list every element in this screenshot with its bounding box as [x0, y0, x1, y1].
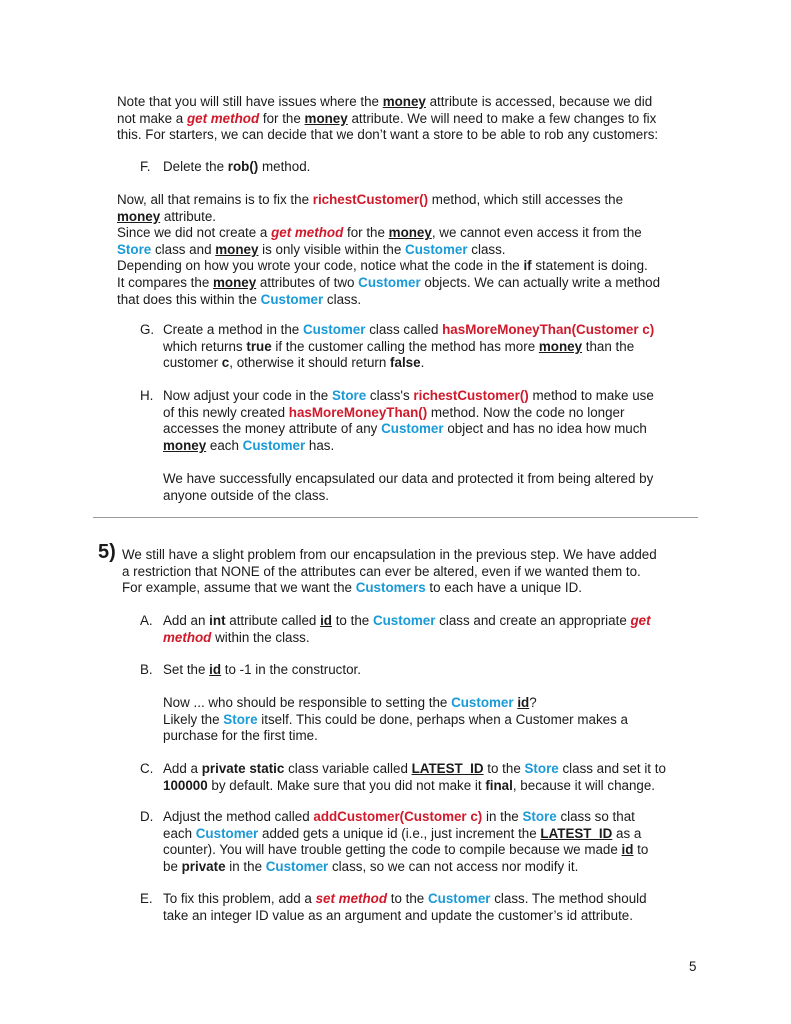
id-term: id [621, 842, 634, 858]
money-term: money [382, 94, 426, 109]
text: class variable called [284, 761, 412, 776]
false-term: false [390, 355, 421, 371]
section-divider [93, 517, 698, 518]
text: to the [331, 613, 373, 628]
text: class. The method should [490, 891, 647, 906]
text: Add an [163, 613, 210, 628]
text: in the [482, 809, 523, 824]
step-letter: A. [140, 613, 153, 628]
text: class, so we can not access nor modify it. [328, 858, 579, 874]
text: method. Now the code no longer [427, 404, 625, 420]
text: attribute. [160, 208, 216, 224]
text: has. [305, 437, 335, 453]
text: method. [258, 159, 311, 174]
text: Adjust the method called [163, 809, 314, 824]
text: to [633, 842, 649, 858]
step-letter: D. [140, 809, 154, 824]
text: Since we did not create a [117, 225, 272, 241]
money-term: money [304, 110, 348, 126]
customers-term: Customers [355, 580, 426, 596]
set-method-term: set method [315, 891, 388, 906]
text: anyone outside of the class. [163, 487, 330, 503]
id-term: id [517, 695, 530, 711]
text: , we cannot even access it from the [431, 225, 642, 241]
text: than the [582, 338, 635, 354]
id-term: id [209, 662, 222, 677]
text: be [163, 858, 182, 874]
int-term: int [209, 613, 226, 628]
text: method to make use [528, 388, 654, 403]
customer-term: Customer [302, 322, 366, 337]
customer-term: Customer [265, 858, 329, 874]
default-value: 100000 [163, 777, 208, 793]
step-letter: B. [140, 662, 153, 677]
richest-customer-paragraph [117, 192, 660, 308]
step-b [140, 662, 628, 745]
customer-term: Customer [358, 274, 421, 290]
text: Create a method in the [163, 322, 303, 337]
step-a [140, 613, 651, 646]
text: Set the [163, 662, 210, 677]
text: which returns [163, 338, 247, 354]
private-static-term: private static [201, 761, 285, 776]
customer-term: Customer [451, 695, 514, 711]
text: It compares the [117, 274, 214, 290]
text: is only visible within the [258, 241, 406, 257]
text: Likely the [163, 711, 224, 727]
step-letter: C. [140, 761, 154, 776]
store-term: Store [331, 388, 367, 403]
text: , because it will change. [512, 777, 656, 793]
page-number: 5 [689, 959, 697, 974]
step-letter: H. [140, 388, 154, 403]
text: within the class. [211, 629, 310, 645]
customer-term: Customer [195, 825, 259, 841]
text: for the [343, 225, 389, 241]
text: object and has no idea how much [443, 421, 647, 437]
money-term: money [538, 338, 583, 354]
text: of this newly created [163, 404, 289, 420]
text: attribute. We will need to make a few changes to fix [347, 110, 657, 126]
richest-customer-term: richestCustomer() [413, 388, 529, 403]
text: as a [612, 825, 642, 841]
id-term: id [320, 613, 332, 628]
text: itself. This could be done, perhaps when a Customer makes a [257, 711, 628, 727]
step-letter: G. [140, 322, 155, 337]
text: to -1 in the constructor. [221, 662, 361, 677]
text: that does this within the [117, 291, 261, 307]
money-term: money [215, 241, 259, 257]
c-variable: c [221, 355, 230, 371]
text: . [420, 355, 425, 371]
text: class. [467, 241, 506, 257]
store-term: Store [223, 711, 258, 727]
store-term: Store [522, 809, 557, 824]
text: class and create an appropriate [435, 613, 631, 628]
get-term: get [630, 613, 651, 628]
text: to the [387, 891, 428, 906]
if-term: if [523, 258, 532, 274]
money-term: money [117, 208, 161, 224]
text: Delete the [163, 159, 228, 174]
money-term: money [388, 225, 432, 241]
richest-customer-term: richestCustomer() [312, 192, 429, 207]
get-method-term: get method [186, 110, 260, 126]
text: class called [365, 322, 443, 337]
text: class. [323, 291, 362, 307]
step-letter: E. [140, 891, 153, 906]
text: Now, all that remains is to fix the [117, 192, 313, 207]
text: We still have a slight problem from our encapsulation in the previous step. We have added [122, 547, 657, 562]
step-h [140, 388, 654, 504]
text: this. For starters, we can decide that we don’t want a store to be able to rob any customers: [117, 127, 659, 143]
intro-paragraph [117, 94, 658, 144]
step-e [140, 891, 647, 924]
text: Add a [163, 761, 202, 776]
customer-term: Customer [242, 437, 306, 453]
rob-method-term: rob() [227, 159, 259, 174]
text: class so that [556, 809, 635, 824]
get-method-term: get method [271, 225, 344, 241]
text: counter). You will have trouble getting the code to compile because we made [163, 842, 622, 858]
store-term: Store [117, 241, 152, 257]
text: ? [529, 695, 537, 711]
text: We have successfully encapsulated our data and protected it from being altered by [163, 470, 654, 486]
text: by default. Make sure that you did not make it [207, 777, 486, 793]
money-term: money [163, 437, 207, 453]
customer-term: Customer [260, 291, 324, 307]
text: a restriction that NONE of the attributes can ever be altered, even if we wanted them to. [122, 563, 641, 579]
has-more-money-than-term: hasMoreMoneyThan() [288, 404, 428, 420]
text: each [163, 825, 196, 841]
text: purchase for the first time. [163, 728, 318, 744]
text: class's [366, 388, 414, 403]
customer-term: Customer [372, 613, 436, 628]
text: attribute called [225, 613, 321, 628]
text: added gets a unique id (i.e., just increment the [258, 825, 541, 841]
has-more-money-than-term: hasMoreMoneyThan(Customer c) [442, 322, 655, 337]
text: To fix this problem, add a [163, 891, 316, 906]
step-letter: F. [140, 159, 151, 174]
text: , otherwise it should return [229, 355, 391, 371]
text: Note that you will still have issues where the [117, 94, 383, 109]
text: to the [483, 761, 525, 776]
text: attribute is accessed, because we did [425, 94, 653, 109]
customer-term: Customer [405, 241, 468, 257]
text: method, which still accesses the [428, 192, 624, 207]
text: Depending on how you wrote your code, notice what the code in the [117, 258, 524, 274]
text: attributes of two [256, 274, 359, 290]
text: for the [259, 110, 305, 126]
customer-term: Customer [427, 891, 491, 906]
text: accesses the money attribute of any [163, 421, 382, 437]
private-term: private [181, 858, 226, 874]
step-c [140, 761, 666, 794]
text: For example, assume that we want the [122, 580, 356, 596]
section-5-intro [122, 547, 657, 597]
section-number: 5) [98, 541, 116, 563]
text: statement is doing. [531, 258, 648, 274]
text: objects. We can actually write a method [420, 274, 661, 290]
text: class and set it to [558, 761, 666, 776]
method-term: method [163, 629, 212, 645]
add-customer-term: addCustomer(Customer c) [313, 809, 483, 824]
latest-id-term: LATEST_ID [411, 761, 484, 776]
money-term: money [213, 274, 257, 290]
text: not make a [117, 110, 187, 126]
text: Now ... who should be responsible to setting the [163, 695, 452, 711]
true-term: true [246, 338, 272, 354]
step-g [140, 322, 655, 372]
text: in the [225, 858, 266, 874]
text: class and [151, 241, 216, 257]
text: take an integer ID value as an argument and update the customer’s id attribute. [163, 907, 633, 923]
step-f [140, 159, 311, 176]
latest-id-term: LATEST_ID [540, 825, 613, 841]
step-d [140, 809, 649, 875]
text: if the customer calling the method has more [271, 338, 539, 354]
text: Now adjust your code in the [163, 388, 332, 403]
text: to each have a unique ID. [425, 580, 582, 596]
text: each [206, 437, 243, 453]
customer-term: Customer [381, 421, 444, 437]
store-term: Store [524, 761, 559, 776]
text: customer [163, 355, 222, 371]
final-term: final [485, 777, 513, 793]
